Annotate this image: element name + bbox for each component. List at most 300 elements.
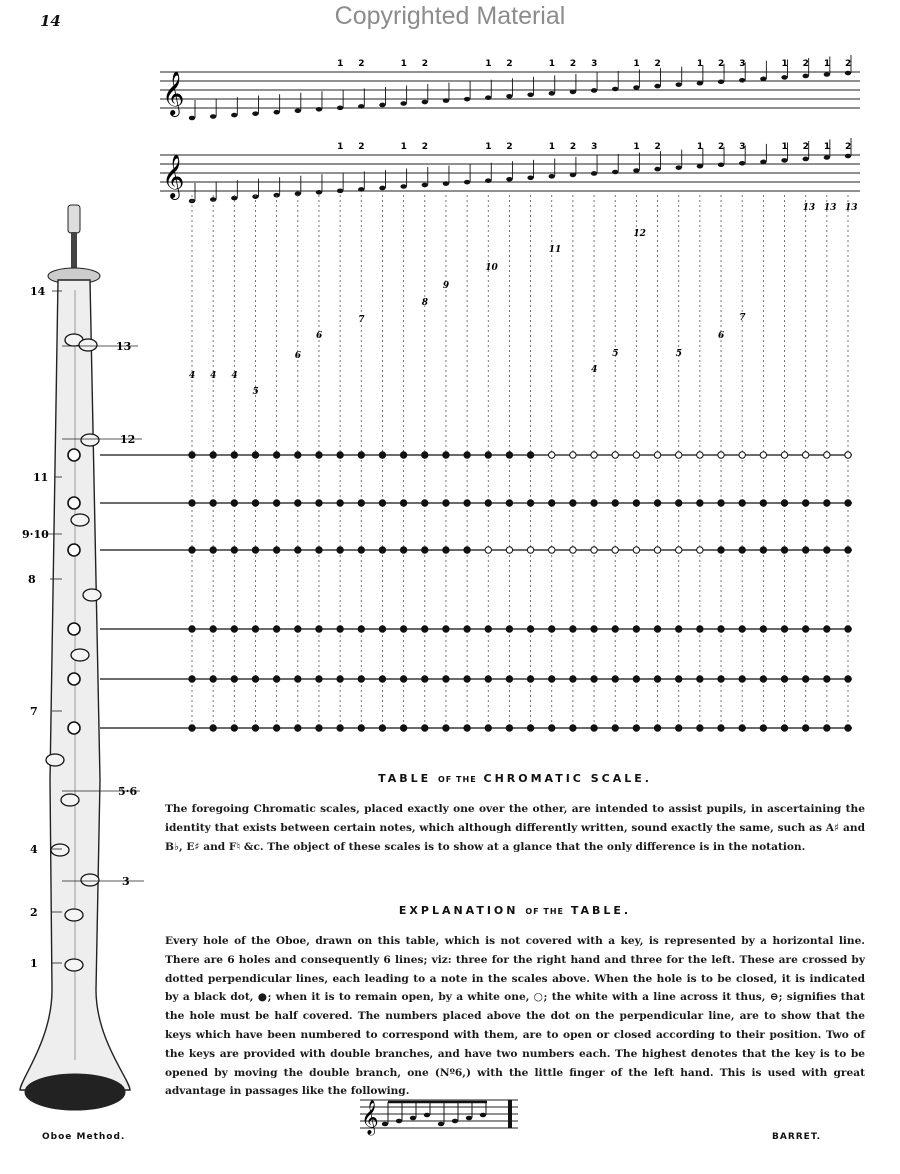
- key-pad: [83, 589, 101, 601]
- closed-hole-dot: [252, 725, 258, 731]
- treble-clef: 𝄞: [162, 71, 185, 115]
- closed-hole-dot: [316, 547, 322, 553]
- fingering-number: 2: [802, 142, 809, 152]
- closed-hole-dot: [781, 500, 787, 506]
- column-key-number: 5: [252, 387, 259, 397]
- note-head: [676, 165, 682, 170]
- closed-hole-dot: [189, 452, 195, 458]
- fingering-number: 1: [781, 142, 788, 152]
- closed-hole-dot: [781, 676, 787, 682]
- closed-hole-dot: [802, 500, 808, 506]
- fingering-grid: [100, 195, 858, 731]
- footer-right: BARRET.: [772, 1132, 822, 1142]
- fingering-number: 1: [696, 59, 704, 69]
- closed-hole-dot: [591, 500, 597, 506]
- closed-hole-dot: [654, 725, 660, 731]
- fingering-number: 1: [485, 59, 492, 69]
- closed-hole-dot: [633, 676, 639, 682]
- column-key-number: 9: [442, 281, 450, 291]
- closed-hole-dot: [337, 500, 343, 506]
- closed-hole-dot: [316, 452, 322, 458]
- closed-hole-dot: [845, 500, 851, 506]
- page-number: 14: [40, 12, 61, 30]
- closed-hole-dot: [760, 547, 766, 553]
- example-end-bar: [508, 1100, 512, 1128]
- closed-hole-dot: [591, 676, 597, 682]
- note-head: [570, 90, 576, 95]
- column-key-number: 5: [675, 349, 682, 359]
- closed-hole-dot: [189, 500, 195, 506]
- chromatic-scale-staves: [160, 55, 860, 203]
- note-head: [400, 184, 406, 189]
- fingering-number: 2: [654, 59, 661, 69]
- closed-hole-dot: [802, 725, 808, 731]
- note-head: [760, 160, 766, 165]
- tone-hole: [68, 544, 80, 556]
- tone-hole: [68, 722, 80, 734]
- closed-hole-dot: [379, 500, 385, 506]
- closed-hole-dot: [845, 725, 851, 731]
- bell: [25, 1074, 125, 1110]
- note-head: [549, 91, 555, 96]
- closed-hole-dot: [231, 547, 237, 553]
- closed-hole-dot: [676, 626, 682, 632]
- closed-hole-dot: [273, 676, 279, 682]
- closed-hole-dot: [612, 626, 618, 632]
- note-head: [443, 181, 449, 186]
- closed-hole-dot: [824, 500, 830, 506]
- treble-clef: 𝄞: [162, 154, 185, 198]
- fingering-number: 3: [591, 142, 598, 152]
- key-label: 14: [30, 285, 46, 298]
- note-head: [379, 103, 385, 108]
- fingering-number: 2: [421, 142, 429, 152]
- closed-hole-dot: [443, 547, 449, 553]
- note-head: [570, 173, 576, 178]
- closed-hole-dot: [358, 626, 364, 632]
- fingering-number: 2: [718, 59, 725, 69]
- fingering-number: 1: [400, 142, 407, 152]
- open-hole-dot: [676, 547, 682, 553]
- note-head: [654, 84, 660, 89]
- closed-hole-dot: [337, 676, 343, 682]
- open-hole-dot: [633, 547, 639, 553]
- closed-hole-dot: [718, 676, 724, 682]
- closed-hole-dot: [337, 626, 343, 632]
- key-pad: [65, 959, 83, 971]
- closed-hole-dot: [570, 626, 576, 632]
- closed-hole-dot: [400, 500, 406, 506]
- note-head: [273, 110, 279, 115]
- fingering-number: 1: [337, 59, 344, 69]
- closed-hole-dot: [570, 500, 576, 506]
- open-hole-dot: [549, 547, 555, 553]
- closed-hole-dot: [781, 626, 787, 632]
- closed-hole-dot: [654, 676, 660, 682]
- fingering-number: 1: [633, 142, 640, 152]
- column-key-number: 10: [485, 263, 498, 273]
- note-head: [506, 177, 512, 182]
- closed-hole-dot: [845, 626, 851, 632]
- closed-hole-dot: [739, 547, 745, 553]
- column-key-number: 13: [802, 203, 816, 213]
- column-key-number: 4: [591, 365, 598, 375]
- note-head: [781, 158, 787, 163]
- note-head: [422, 183, 428, 188]
- closed-hole-dot: [379, 452, 385, 458]
- closed-hole-dot: [295, 547, 301, 553]
- note-head: [358, 187, 364, 192]
- note-head: [210, 114, 216, 119]
- closed-hole-dot: [295, 725, 301, 731]
- example-note: [382, 1122, 388, 1127]
- open-hole-dot: [506, 547, 512, 553]
- note-head: [591, 88, 597, 93]
- closed-hole-dot: [210, 452, 216, 458]
- key-label: 8: [28, 573, 36, 586]
- closed-hole-dot: [231, 676, 237, 682]
- note-head: [824, 155, 830, 160]
- closed-hole-dot: [485, 500, 491, 506]
- closed-hole-dot: [570, 676, 576, 682]
- fingering-number: 1: [823, 142, 831, 152]
- closed-hole-dot: [379, 626, 385, 632]
- fingering-number: 1: [823, 59, 831, 69]
- closed-hole-dot: [252, 500, 258, 506]
- fingering-number: 3: [739, 59, 746, 69]
- closed-hole-dot: [485, 725, 491, 731]
- fingering-number: 2: [845, 59, 852, 69]
- open-hole-dot: [570, 547, 576, 553]
- closed-hole-dot: [273, 452, 279, 458]
- closed-hole-dot: [273, 626, 279, 632]
- example-note: [424, 1113, 430, 1118]
- closed-hole-dot: [718, 500, 724, 506]
- closed-hole-dot: [422, 676, 428, 682]
- closed-hole-dot: [464, 547, 470, 553]
- note-head: [422, 100, 428, 105]
- example-note: [396, 1119, 402, 1124]
- explanation-title: EXPLANATION OF THE TABLE.: [398, 904, 632, 917]
- note-head: [252, 111, 258, 116]
- open-hole-dot: [591, 452, 597, 458]
- closed-hole-dot: [210, 676, 216, 682]
- closed-hole-dot: [697, 500, 703, 506]
- note-head: [824, 72, 830, 77]
- closed-hole-dot: [273, 547, 279, 553]
- fingering-number: 2: [358, 142, 365, 152]
- closed-hole-dot: [273, 725, 279, 731]
- closed-hole-dot: [400, 676, 406, 682]
- open-hole-dot: [654, 452, 660, 458]
- closed-hole-dot: [527, 676, 533, 682]
- column-key-number: 6: [718, 331, 725, 341]
- closed-hole-dot: [527, 626, 533, 632]
- closed-hole-dot: [443, 725, 449, 731]
- key-label: 5·6: [118, 785, 138, 798]
- note-head: [845, 71, 851, 76]
- fingering-number: 2: [421, 59, 429, 69]
- open-hole-dot: [760, 452, 766, 458]
- tone-hole: [68, 623, 80, 635]
- closed-hole-dot: [316, 725, 322, 731]
- closed-hole-dot: [273, 500, 279, 506]
- closed-hole-dot: [824, 725, 830, 731]
- closed-hole-dot: [824, 676, 830, 682]
- tone-hole: [68, 449, 80, 461]
- closed-hole-dot: [697, 676, 703, 682]
- closed-hole-dot: [591, 626, 597, 632]
- note-head: [295, 108, 301, 113]
- note-head: [527, 93, 533, 98]
- note-head: [231, 113, 237, 118]
- closed-hole-dot: [443, 452, 449, 458]
- closed-hole-dot: [633, 626, 639, 632]
- closed-hole-dot: [781, 725, 787, 731]
- closed-hole-dot: [379, 725, 385, 731]
- note-head: [633, 85, 639, 90]
- closed-hole-dot: [654, 626, 660, 632]
- fingering-number: 2: [845, 142, 852, 152]
- closed-hole-dot: [316, 500, 322, 506]
- closed-hole-dot: [676, 725, 682, 731]
- closed-hole-dot: [718, 725, 724, 731]
- closed-hole-dot: [337, 452, 343, 458]
- column-key-number: 8: [421, 298, 429, 308]
- open-hole-dot: [824, 452, 830, 458]
- oboe-illustration: [20, 205, 130, 1110]
- column-key-number: 7: [739, 313, 746, 323]
- column-key-number: 6: [315, 331, 323, 341]
- key-pad: [81, 434, 99, 446]
- closed-hole-dot: [506, 725, 512, 731]
- closed-hole-dot: [739, 626, 745, 632]
- key-label: 13: [116, 340, 132, 353]
- fingering-number: 2: [718, 142, 725, 152]
- closed-hole-dot: [337, 547, 343, 553]
- closed-hole-dot: [231, 452, 237, 458]
- closed-hole-dot: [654, 500, 660, 506]
- closed-hole-dot: [824, 547, 830, 553]
- closed-hole-dot: [210, 725, 216, 731]
- open-hole-dot: [845, 452, 851, 458]
- note-head: [527, 176, 533, 181]
- closed-hole-dot: [506, 452, 512, 458]
- fingering-number: 1: [548, 59, 556, 69]
- closed-hole-dot: [506, 626, 512, 632]
- column-key-number: 4: [231, 371, 238, 381]
- example-note: [452, 1119, 458, 1124]
- note-head: [464, 180, 470, 185]
- note-head: [718, 79, 724, 84]
- column-key-number: 4: [189, 371, 196, 381]
- fingering-number: 1: [485, 142, 492, 152]
- closed-hole-dot: [464, 676, 470, 682]
- explanation-paragraph: Every hole of the Oboe, drawn on this table, which is not covered with a key, is represented by a horizontal line. There are 6 holes and consequently 6 lines; viz: three for the right hand and three for the left. These are crossed by dotted perpendicular lines, each leading to a note in the scales above. When the hole is to be closed, it is indicated by a black dot, ●; when it is to remain open, by a white one, ○; the white with a line across it thus, ⊖; signifies that the hole must be half covered. The numbers placed above the dot on the perpendicular line, are to show that the keys which have been numbered to correspond with them, are to open or closed according to their position. Two of the keys are provided with double branches, and have two numbers each. The highest denotes that the key is to be opened by moving the double branch, one (Nº6,) with the little finger of the left hand. This is used with great advantage in passages like the following.: [165, 935, 865, 1098]
- tone-hole: [68, 673, 80, 685]
- note-head: [718, 162, 724, 167]
- note-head: [760, 77, 766, 82]
- closed-hole-dot: [612, 676, 618, 682]
- closed-hole-dot: [443, 500, 449, 506]
- note-head: [189, 116, 195, 121]
- open-hole-dot: [676, 452, 682, 458]
- open-hole-dot: [739, 452, 745, 458]
- column-key-number: 11: [548, 245, 562, 255]
- key-pad: [46, 754, 64, 766]
- key-pad: [81, 874, 99, 886]
- key-pad: [71, 514, 89, 526]
- staple: [71, 232, 77, 272]
- column-key-number: 6: [294, 351, 302, 361]
- closed-hole-dot: [464, 500, 470, 506]
- note-head: [379, 186, 385, 191]
- key-label: 11: [33, 471, 49, 484]
- key-label: 2: [30, 906, 38, 919]
- open-hole-dot: [527, 547, 533, 553]
- key-pad: [79, 339, 97, 351]
- note-head: [739, 161, 745, 166]
- key-label: 7: [30, 705, 38, 718]
- closed-hole-dot: [591, 725, 597, 731]
- closed-hole-dot: [379, 676, 385, 682]
- open-hole-dot: [654, 547, 660, 553]
- closed-hole-dot: [379, 547, 385, 553]
- note-head: [485, 178, 491, 183]
- closed-hole-dot: [845, 547, 851, 553]
- closed-hole-dot: [422, 547, 428, 553]
- fingering-number: 2: [569, 142, 577, 152]
- fingering-number: 2: [569, 59, 577, 69]
- note-head: [506, 94, 512, 99]
- closed-hole-dot: [549, 725, 555, 731]
- closed-hole-dot: [802, 676, 808, 682]
- table-title: TABLE OF THE CHROMATIC SCALE.: [378, 772, 652, 785]
- fingering-number: 2: [654, 142, 661, 152]
- column-key-number: 4: [210, 371, 217, 381]
- closed-hole-dot: [316, 626, 322, 632]
- closed-hole-dot: [760, 626, 766, 632]
- closed-hole-dot: [422, 725, 428, 731]
- closed-hole-dot: [718, 626, 724, 632]
- closed-hole-dot: [422, 500, 428, 506]
- key-pad: [65, 909, 83, 921]
- closed-hole-dot: [231, 725, 237, 731]
- note-head: [633, 168, 639, 173]
- closed-hole-dot: [443, 676, 449, 682]
- fingering-number: 1: [633, 59, 640, 69]
- key-label: 4: [30, 843, 38, 856]
- key-label: 12: [120, 433, 136, 446]
- key-label: 3: [122, 875, 130, 888]
- table-paragraph: The foregoing Chromatic scales, placed exactly one over the other, are intended to assist pupils, in ascertaining the identity that exists between certain notes, which although differently written, sound exactly the same, such as A♯ and B♭, E♯ and F♮ &c. The object of these scales is to show at a glance that the only difference is in the notation.: [165, 803, 865, 853]
- closed-hole-dot: [739, 676, 745, 682]
- note-head: [316, 190, 322, 195]
- open-hole-dot: [591, 547, 597, 553]
- closed-hole-dot: [252, 676, 258, 682]
- fingering-number: 1: [400, 59, 407, 69]
- closed-hole-dot: [739, 725, 745, 731]
- closed-hole-dot: [697, 626, 703, 632]
- closed-hole-dot: [506, 676, 512, 682]
- closed-hole-dot: [802, 626, 808, 632]
- fingering-number: 1: [696, 142, 704, 152]
- closed-hole-dot: [358, 452, 364, 458]
- closed-hole-dot: [443, 626, 449, 632]
- open-hole-dot: [697, 452, 703, 458]
- key-pad: [51, 844, 69, 856]
- column-key-number: 13: [845, 203, 858, 213]
- tone-hole: [68, 497, 80, 509]
- closed-hole-dot: [422, 626, 428, 632]
- note-head: [591, 171, 597, 176]
- open-hole-dot: [612, 547, 618, 553]
- open-hole-dot: [549, 452, 555, 458]
- closed-hole-dot: [633, 500, 639, 506]
- note-head: [654, 167, 660, 172]
- closed-hole-dot: [549, 500, 555, 506]
- closed-hole-dot: [189, 725, 195, 731]
- closed-hole-dot: [485, 626, 491, 632]
- closed-hole-dot: [358, 547, 364, 553]
- closed-hole-dot: [295, 452, 301, 458]
- music-example: [360, 1100, 518, 1136]
- closed-hole-dot: [633, 725, 639, 731]
- column-key-number: 5: [612, 349, 619, 359]
- fingering-number: 3: [591, 59, 598, 69]
- closed-hole-dot: [252, 626, 258, 632]
- closed-hole-dot: [358, 676, 364, 682]
- open-hole-dot: [718, 452, 724, 458]
- column-key-number: 7: [358, 315, 365, 325]
- note-head: [802, 157, 808, 162]
- note-head: [464, 97, 470, 102]
- closed-hole-dot: [570, 725, 576, 731]
- open-hole-dot: [697, 547, 703, 553]
- note-head: [400, 101, 406, 106]
- closed-hole-dot: [464, 626, 470, 632]
- closed-hole-dot: [527, 452, 533, 458]
- note-head: [739, 78, 745, 83]
- fingering-number: 2: [506, 59, 513, 69]
- closed-hole-dot: [802, 547, 808, 553]
- closed-hole-dot: [781, 547, 787, 553]
- note-head: [845, 154, 851, 159]
- closed-hole-dot: [400, 626, 406, 632]
- example-note: [466, 1116, 472, 1121]
- note-head: [337, 106, 343, 111]
- closed-hole-dot: [464, 452, 470, 458]
- closed-hole-dot: [739, 500, 745, 506]
- footer-left: Oboe Method.: [42, 1132, 126, 1142]
- closed-hole-dot: [295, 500, 301, 506]
- closed-hole-dot: [464, 725, 470, 731]
- closed-hole-dot: [485, 676, 491, 682]
- note-head: [612, 87, 618, 92]
- fingering-number: 2: [802, 59, 809, 69]
- fingering-number: 1: [781, 59, 788, 69]
- closed-hole-dot: [400, 547, 406, 553]
- closed-hole-dot: [231, 626, 237, 632]
- closed-hole-dot: [358, 725, 364, 731]
- column-key-number: 13: [823, 203, 837, 213]
- fingering-number: 2: [506, 142, 513, 152]
- key-label: 1: [30, 957, 38, 970]
- closed-hole-dot: [506, 500, 512, 506]
- closed-hole-dot: [400, 725, 406, 731]
- closed-hole-dot: [252, 452, 258, 458]
- note-head: [316, 107, 322, 112]
